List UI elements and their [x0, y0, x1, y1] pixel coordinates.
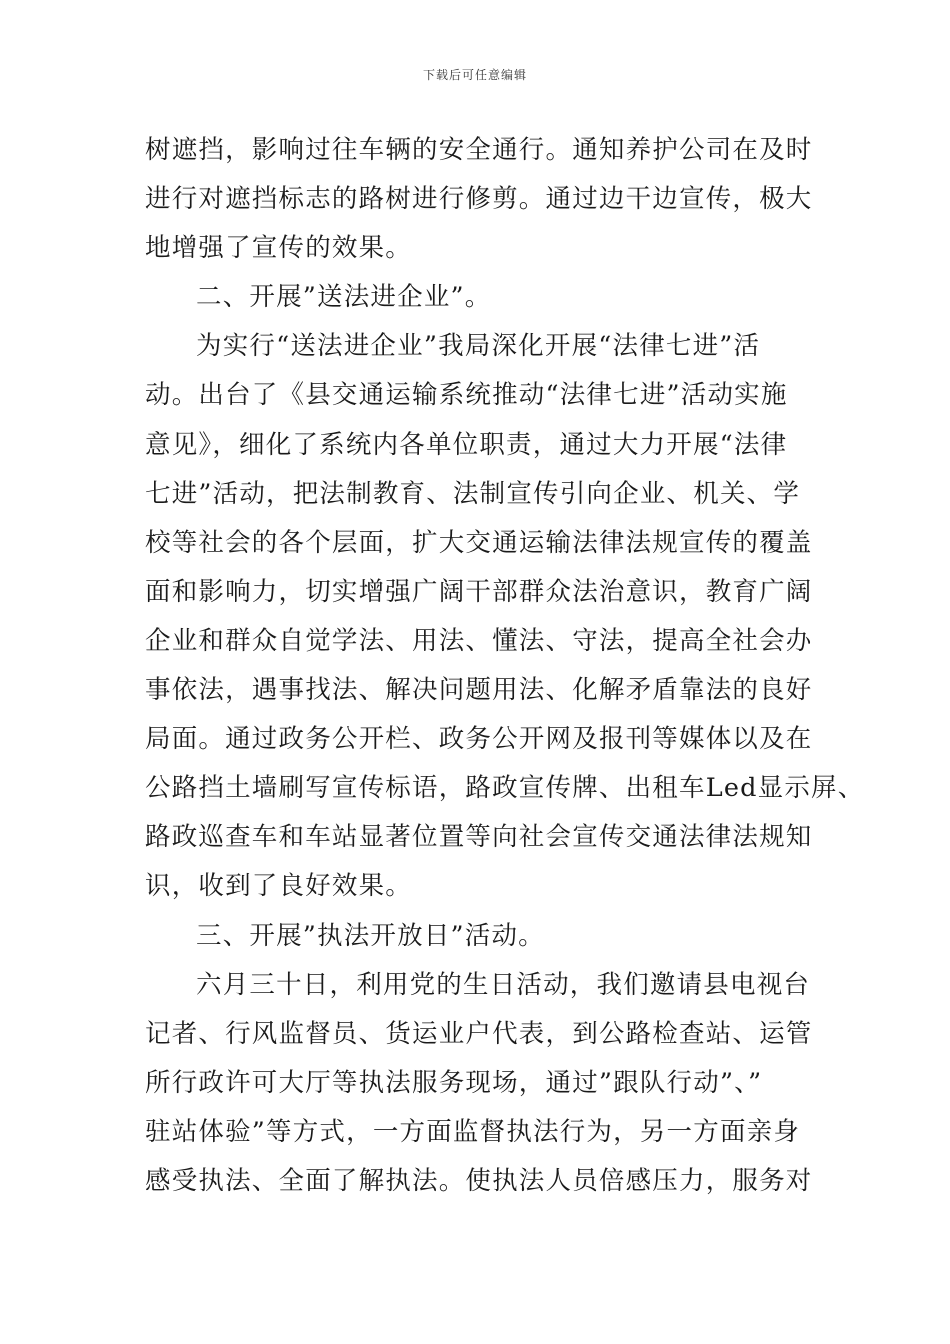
text-line: 校等社会的各个层面，扩大交通运输法律法规宣传的覆盖 [145, 527, 813, 558]
text-line: 六月三十日，利用党的生日活动，我们邀请县电视台 [196, 969, 811, 1000]
text-line: 感受执法、全面了解执法。使执法人员倍感压力，服务对 [145, 1165, 813, 1196]
text-line: 所行政许可大厅等执法服务现场，通过”跟队行动”、” [145, 1067, 763, 1098]
text-line: 企业和群众自觉学法、用法、懂法、守法，提高全社会办 [145, 625, 813, 656]
text-line: 公路挡土墙刷写宣传标语，路政宣传牌、出租车Led显示屏、 [145, 773, 865, 804]
text-line: 为实行“送法进企业”我局深化开展“法律七进”活 [196, 331, 761, 362]
text-line: 动。出台了《县交通运输系统推动“法律七进”活动实施 [145, 380, 788, 411]
text-line: 进行对遮挡标志的路树进行修剪。通过边干边宣传，极大 [145, 184, 813, 215]
text-line: 路政巡查车和车站显著位置等向社会宣传交通法律法规知 [145, 822, 813, 853]
text-line: 局面。通过政务公开栏、政务公开网及报刊等媒体以及在 [145, 724, 813, 755]
text-line: 驻站体验”等方式，一方面监督执法行为，另一方面亲身 [145, 1116, 801, 1147]
text-line: 面和影响力，切实增强广阔干部群众法治意识，教育广阔 [145, 576, 813, 607]
section-heading-2: 二、开展”送法进企业”。 [196, 282, 492, 313]
page-header: 下载后可任意编辑 [422, 68, 527, 82]
text-line: 记者、行风监督员、货运业户代表，到公路检查站、运管 [145, 1018, 813, 1049]
section-heading-3: 三、开展”执法开放日”活动。 [196, 920, 545, 951]
text-line: 识，收到了良好效果。 [145, 871, 413, 902]
text-line: 事依法，遇事找法、解决问题用法、化解矛盾靠法的良好 [145, 675, 813, 706]
text-line: 树遮挡，影响过往车辆的安全通行。通知养护公司在及时 [145, 135, 813, 165]
text-line: 七进”活动，把法制教育、法制宣传引向企业、机关、学 [145, 478, 801, 509]
text-line: 意见》，细化了系统内各单位职责，通过大力开展“法律 [145, 429, 788, 460]
document-body [145, 126, 865, 1206]
text-line: 地增强了宣传的效果。 [145, 233, 413, 264]
